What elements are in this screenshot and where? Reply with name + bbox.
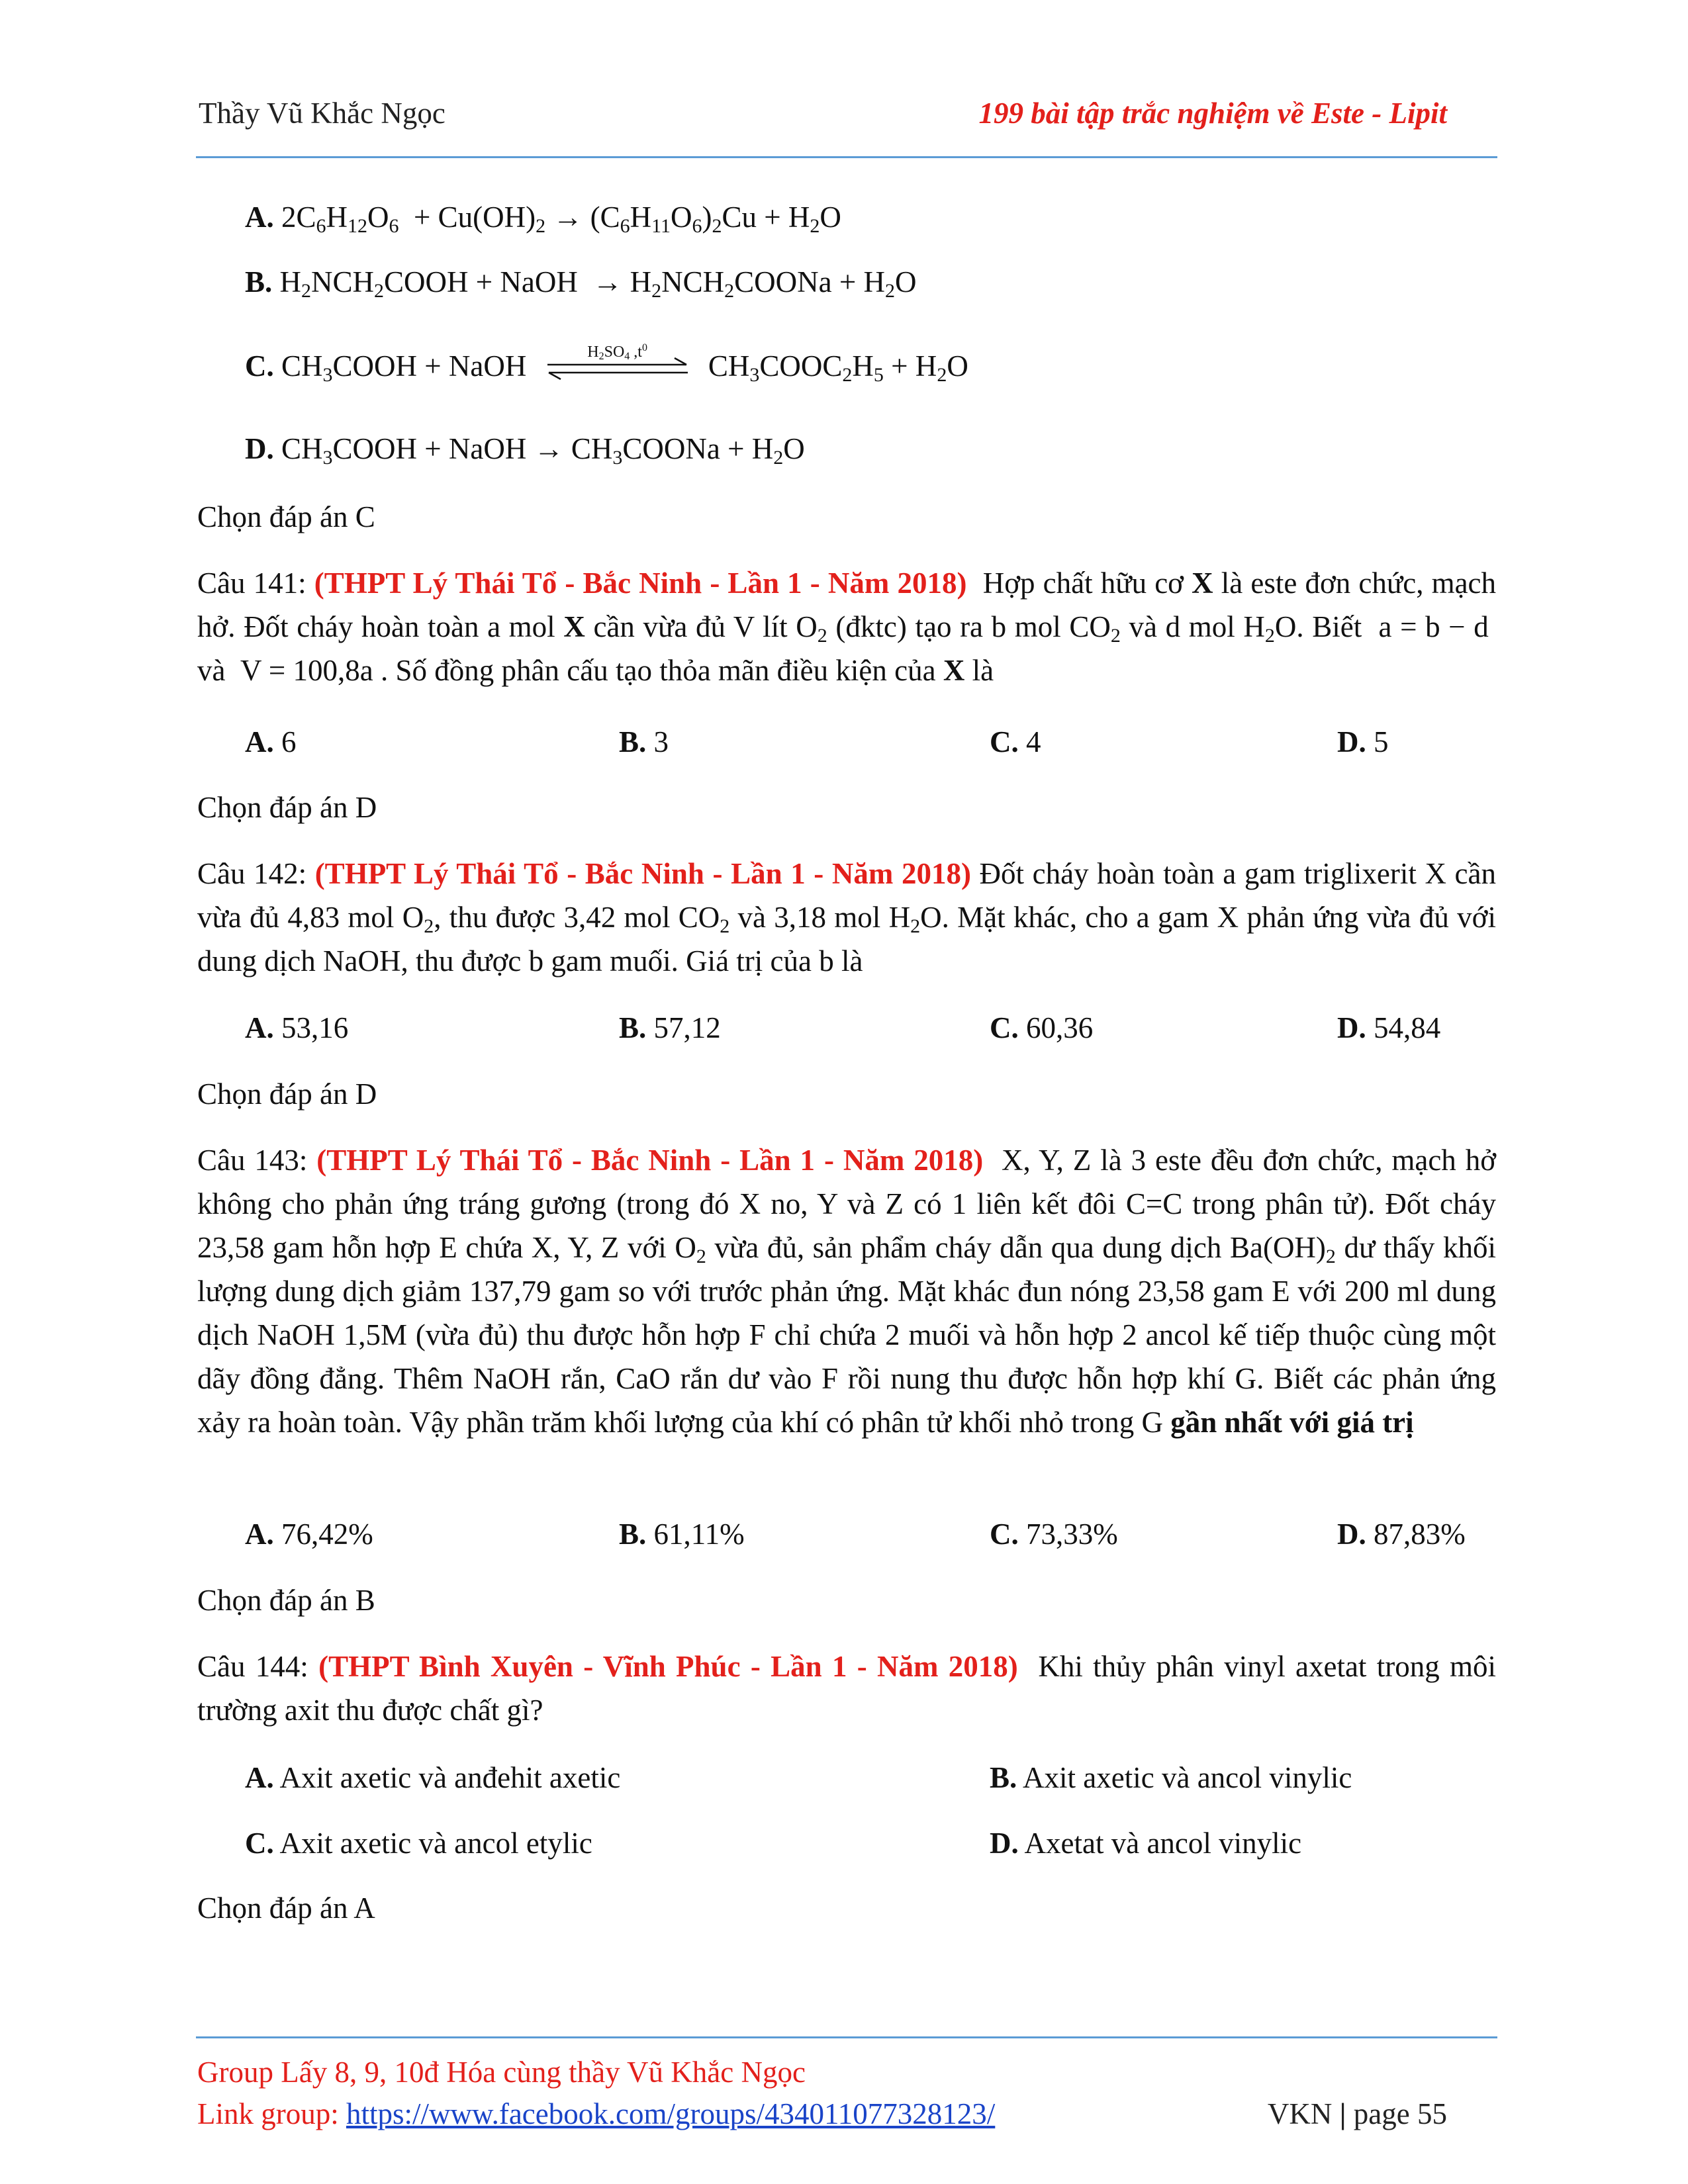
option-text: 61,11% bbox=[653, 1518, 745, 1551]
q141-answer: Chọn đáp án D bbox=[197, 791, 377, 824]
option-letter: D. bbox=[1337, 1518, 1366, 1551]
option-letter: C. bbox=[245, 349, 274, 383]
option-text: 76,42% bbox=[281, 1518, 373, 1551]
option-text: Axit axetic và anđehit axetic bbox=[279, 1761, 621, 1794]
option-text: Axit axetic và ancol etylic bbox=[279, 1827, 592, 1860]
footer-group-text: Group Lấy 8, 9, 10đ Hóa cùng thầy Vũ Khắc Ngọc bbox=[197, 2056, 806, 2089]
option-letter: C. bbox=[990, 725, 1019, 758]
header-author: Thầy Vũ Khắc Ngọc bbox=[199, 97, 445, 130]
question-source: (THPT Lý Thái Tổ - Bắc Ninh - Lần 1 - Năm 2018) bbox=[316, 1144, 984, 1177]
option-text-right: $CH_3COOC_2H_5 + H_2O$ bbox=[708, 349, 968, 386]
q142-option-c bbox=[990, 1006, 1093, 1050]
q143-option-b bbox=[619, 1512, 745, 1556]
option-letter: D. bbox=[990, 1827, 1019, 1860]
question-source: (THPT Bình Xuyên - Vĩnh Phúc - Lần 1 - Năm 2018) bbox=[318, 1650, 1018, 1683]
option-letter: C. bbox=[245, 1827, 274, 1860]
option-letter: A. bbox=[245, 725, 274, 758]
option-letter: B. bbox=[619, 1011, 647, 1044]
equilibrium-arrow bbox=[545, 341, 690, 386]
arrow-catalyst-label: $H_2SO_4$ $,t^0$ bbox=[587, 341, 647, 362]
option-text: 5 bbox=[1374, 725, 1389, 758]
option-text: 6 bbox=[281, 725, 297, 758]
option-text: 3 bbox=[653, 725, 669, 758]
option-letter: B. bbox=[619, 1518, 647, 1551]
q140-option-d bbox=[245, 427, 805, 471]
q141-option-a bbox=[245, 720, 297, 764]
option-letter: A. bbox=[245, 1011, 274, 1044]
footer-brand: VKN bbox=[1267, 2097, 1333, 2130]
q144-option-d bbox=[990, 1821, 1301, 1865]
q144-option-a bbox=[245, 1756, 620, 1799]
question-number: Câu 144: bbox=[197, 1650, 308, 1683]
header-title: 199 bài tập trắc nghiệm về Este - Lipit bbox=[978, 97, 1447, 130]
footer-page: page 55 bbox=[1353, 2097, 1447, 2130]
question-number: Câu 143: bbox=[197, 1144, 308, 1177]
option-letter: C. bbox=[990, 1518, 1019, 1551]
footer-link-line bbox=[197, 2097, 995, 2131]
footer-separator: | bbox=[1339, 2097, 1346, 2130]
q142-option-d bbox=[1337, 1006, 1440, 1050]
option-letter: B. bbox=[619, 725, 647, 758]
question-source: (THPT Lý Thái Tổ - Bắc Ninh - Lần 1 - Năm 2018) bbox=[314, 857, 971, 890]
option-text: 53,16 bbox=[281, 1011, 349, 1044]
option-text: 87,83% bbox=[1374, 1518, 1466, 1551]
option-letter: A. bbox=[245, 201, 274, 234]
option-letter: A. bbox=[245, 1518, 274, 1551]
question-number: Câu 142: bbox=[197, 857, 307, 890]
option-letter: D. bbox=[245, 432, 274, 465]
footer-group-link[interactable]: https://www.facebook.com/groups/434011077328123/ bbox=[346, 2097, 996, 2130]
q140-option-c bbox=[245, 341, 968, 388]
question-number: Câu 141: bbox=[197, 567, 306, 600]
option-letter: B. bbox=[245, 265, 273, 298]
q140-answer: Chọn đáp án C bbox=[197, 500, 375, 533]
option-text-left: $CH_3COOH$ + NaOH bbox=[281, 349, 527, 386]
option-text: Axetat và ancol vinylic bbox=[1024, 1827, 1302, 1860]
q143-option-d bbox=[1337, 1512, 1466, 1556]
question-text: Đốt cháy hoàn toàn a gam triglixerit X cần vừa đủ 4,83 mol $O_2$, thu được 3,42 mol $CO_2$ và 3,18 mol $H_2O$. Mặt khác, cho a gam X phản ứng vừa đủ với dung dịch NaOH, thu được b gam muối. Giá trị của b là bbox=[197, 857, 1497, 978]
q143-option-a bbox=[245, 1512, 373, 1556]
option-text: 73,33% bbox=[1026, 1518, 1118, 1551]
option-letter: A. bbox=[245, 1761, 274, 1794]
footer-page-number bbox=[1268, 2097, 1447, 2131]
q144-stem bbox=[197, 1645, 1496, 1732]
q142-option-b bbox=[619, 1006, 721, 1050]
q141-option-c bbox=[990, 720, 1041, 764]
option-text: $H_2NCH_2COOH$ + NaOH → $H_2NCH_2COONa + H_2O$ bbox=[279, 265, 917, 302]
q144-option-c bbox=[245, 1821, 592, 1865]
q144-answer: Chọn đáp án A bbox=[197, 1891, 375, 1925]
question-emphasis: gần nhất với giá trị bbox=[1170, 1406, 1414, 1439]
q143-answer: Chọn đáp án B bbox=[197, 1584, 375, 1617]
q142-answer: Chọn đáp án D bbox=[197, 1077, 377, 1111]
option-letter: D. bbox=[1337, 725, 1366, 758]
option-text: 60,36 bbox=[1026, 1011, 1094, 1044]
q142-stem bbox=[197, 852, 1496, 983]
q143-option-c bbox=[990, 1512, 1118, 1556]
q141-stem bbox=[197, 561, 1496, 692]
option-letter: D. bbox=[1337, 1011, 1366, 1044]
q141-option-d bbox=[1337, 720, 1389, 764]
option-letter: B. bbox=[990, 1761, 1017, 1794]
q142-option-a bbox=[245, 1006, 348, 1050]
q140-option-a bbox=[245, 195, 841, 239]
question-source: (THPT Lý Thái Tổ - Bắc Ninh - Lần 1 - Năm 2018) bbox=[314, 567, 967, 600]
option-letter: C. bbox=[990, 1011, 1019, 1044]
q140-option-b bbox=[245, 260, 917, 304]
question-text: Hợp chất hữu cơ X là este đơn chức, mạch hở. Đốt cháy hoàn toàn a mol X cần vừa đủ V lít $O_2$ (đktc) tạo ra b mol $CO_2$ và d mol $H_2O$. Biết a = b − d và V = 100,8a . Số đồng phân cấu tạo thỏa mãn điều kiện của X là bbox=[197, 567, 1497, 687]
question-text: Khi thủy phân vinyl axetat trong môi trường axit thu được chất gì? bbox=[197, 1650, 1497, 1727]
option-text: Axit axetic và ancol vinylic bbox=[1023, 1761, 1352, 1794]
footer-link-label: Link group: bbox=[197, 2097, 346, 2130]
option-text: 57,12 bbox=[653, 1011, 721, 1044]
question-text: X, Y, Z là 3 este đều đơn chức, mạch hở không cho phản ứng tráng gương (trong đó X no, Y và Z có 1 liên kết đôi C=C trong phân tử). Đốt cháy 23,58 gam hỗn hợp E chứa X, Y, Z với $O_2$ vừa đủ, sản phẩm cháy dẫn qua dung dịch $Ba(OH)_2$ dư thấy khối lượng dung dịch giảm 137,79 gam so với trước phản ứng. Mặt khác đun nóng 23,58 gam E với 200 ml dung dịch NaOH 1,5M (vừa đủ) thu được hỗn hợp F chỉ chứa 2 muối và hỗn hợp 2 ancol kế tiếp thuộc cùng một dãy đồng đẳng. Thêm NaOH rắn, CaO rắn dư vào F rồi nung thu được hỗn hợp khí G. Biết các phản ứng xảy ra hoàn toàn. Vậy phần trăm khối lượng của khí có phân tử khối nhỏ trong G bbox=[197, 1144, 1497, 1439]
option-text: $CH_3COOH$ + NaOH → $CH_3COONa + H_2O$ bbox=[281, 432, 805, 469]
q144-option-b bbox=[990, 1756, 1352, 1799]
q143-stem bbox=[197, 1138, 1496, 1444]
footer-rule bbox=[196, 2036, 1497, 2038]
header-rule bbox=[196, 156, 1497, 158]
q141-option-b bbox=[619, 720, 669, 764]
option-text: $2C_6H_{12}O_6 + Cu(OH)_2 \to (C_6H_{11}O_6)_2Cu + H_2O$ bbox=[281, 201, 841, 237]
option-text: 4 bbox=[1026, 725, 1041, 758]
option-text: 54,84 bbox=[1374, 1011, 1441, 1044]
